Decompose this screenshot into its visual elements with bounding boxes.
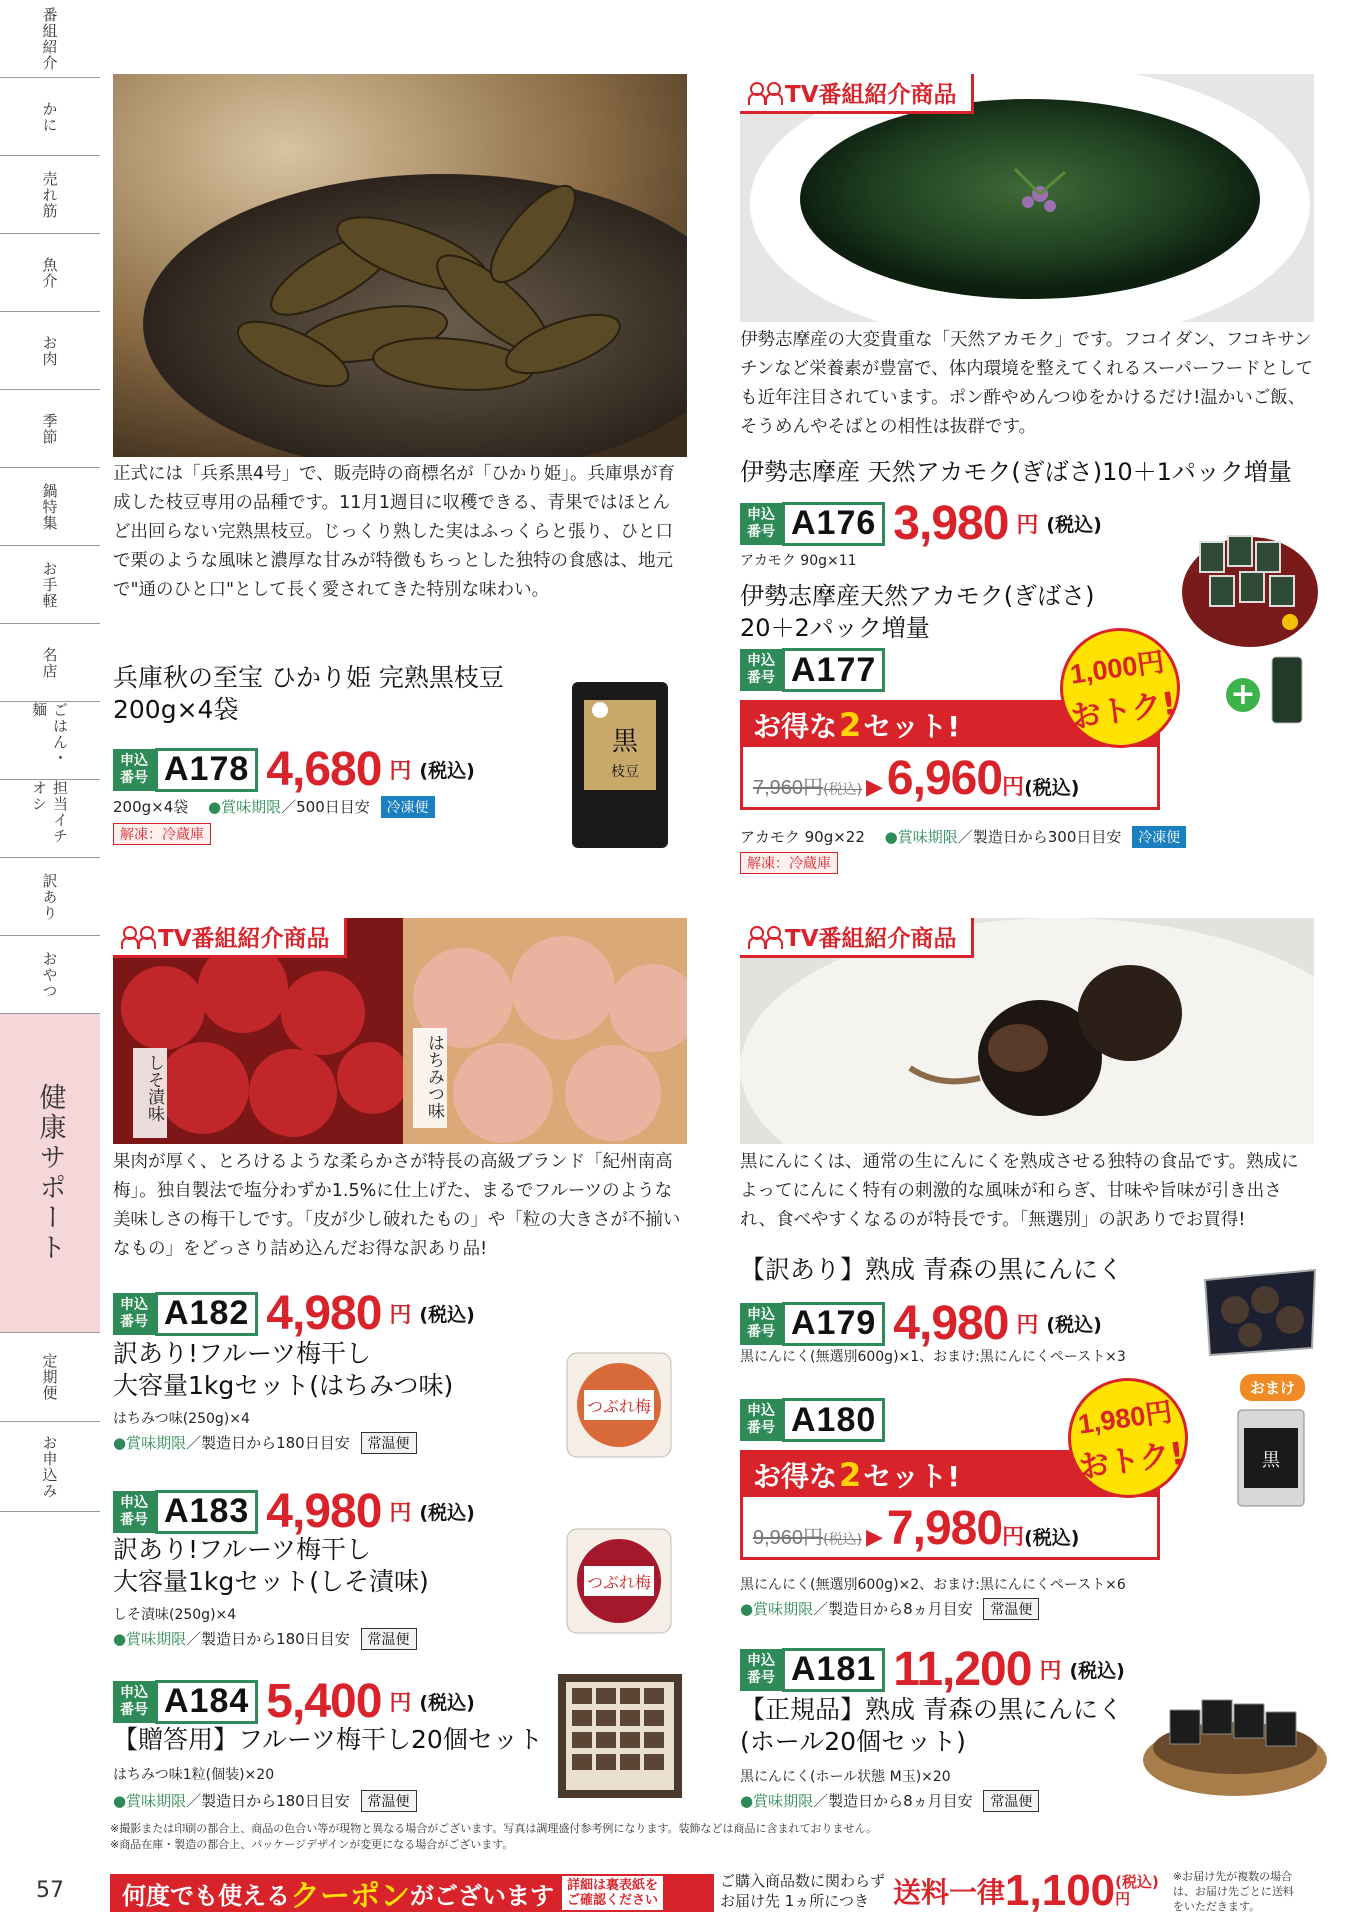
tab-label: 定期便 [40,1353,59,1401]
best-before-label: ●賞味期限 [113,1434,187,1452]
tax-label: (税込) [1046,1314,1102,1336]
product-code: A177 [782,648,885,692]
shelf-life: ／製造日から180日目安 [186,1630,350,1648]
tax-label: (税込) [1024,777,1080,799]
tab-bestseller[interactable] [0,156,100,234]
set-count: 2 [839,1456,862,1494]
akamoku-spec-1: アカモク 90g×11 [740,553,857,569]
ume-code-row-a183 [113,1484,475,1539]
price: 3,980 [893,497,1009,550]
room-temp-badge: 常温便 [361,1432,417,1454]
tab-label: 健康サポート [34,1083,66,1263]
price: 4,680 [266,743,382,796]
tab-label: 番組紹介 [40,6,59,71]
yen-mark: 円 [1039,1659,1062,1684]
ume-pack-honey [564,1350,674,1460]
product-code: A180 [782,1398,885,1442]
code-label: 申込 番号 [113,1491,155,1533]
shelf-life: ／製造日から300日目安 [957,828,1122,846]
tax-label: (税込) [419,1502,475,1524]
tv-badge-text: TV番組紹介商品 [158,926,330,952]
shelf-life: ／製造日から8ヵ月目安 [813,1792,973,1810]
old-price: 7,960円 [753,777,824,799]
ume-title-a183: 訳あり!フルーツ梅干し 大容量1kgセット(しそ漬味) [113,1535,429,1596]
ume-code-row-a182 [113,1286,475,1341]
best-before-label: ●賞味期限 [208,798,282,816]
thaw-badge: 解凍：冷蔵庫 [740,852,838,874]
shipping-label: 送料一律 [893,1876,1006,1909]
price: 7,980 [886,1502,1003,1555]
coupon-detail: 詳細は裏表紙を ご確認ください [562,1876,663,1910]
garlic-code-row-1 [740,1296,1102,1351]
tv-badge-text: TV番組紹介商品 [785,82,957,108]
people-icon [121,926,152,948]
garlic-paste-image [1236,1408,1306,1508]
set-head-text: お得な [753,1460,838,1493]
garlic-code-row-2 [740,1398,885,1442]
svg-text:つぶれ梅: つぶれ梅 [586,1573,652,1592]
tab-label: おやつ [40,950,59,999]
set-price-row [743,1497,1157,1560]
burst-amount: 1,980円 [1076,1396,1175,1440]
garlic-photo [740,918,1314,1144]
tab-meat[interactable] [0,312,100,390]
set-head-text: セット! [863,1460,961,1493]
tab-label: 魚介 [40,256,59,289]
product-code: A182 [155,1292,258,1336]
tv-badge [740,918,974,958]
shipping-tax: (税込) 円 [1115,1873,1159,1908]
tax-label: (税込) [1024,1527,1080,1549]
shipping-note: ご購入商品数に関わらず お届け先 1ヵ所につき [720,1872,886,1910]
burst-text: おトク! [1067,685,1179,737]
spec-qty: 200g×4袋 [113,798,189,816]
tab-famous[interactable] [0,624,100,702]
akamoku-code-row-2 [740,648,885,692]
edamame-package [570,680,670,850]
ume-side-label-1: しそ漬味 [144,1054,164,1122]
edamame-code-row [113,742,475,797]
best-before-label: ●賞味期限 [740,1600,814,1618]
old-tax: (税込) [823,1532,862,1548]
old-tax: (税込) [823,782,862,798]
frozen-badge: 冷凍便 [1132,826,1186,848]
garlic-title-3: 【正規品】熟成 青森の黒にんにく (ホール20個セット) [740,1695,1123,1756]
shelf-life: ／製造日から8ヵ月目安 [813,1600,973,1618]
garlic-tray-image [1200,1260,1320,1360]
burst-amount: 1,000円 [1068,646,1167,690]
best-before-label: ●賞味期限 [113,1792,187,1810]
coupon-banner[interactable] [110,1874,714,1912]
tab-label: かに [40,100,59,133]
yen-mark: 円 [1002,775,1025,800]
tab-season[interactable] [0,390,100,468]
set-price-row [743,747,1157,810]
ume-description: 果肉が厚く、とろけるような柔らかさが特長の高級ブランド「紀州南高梅」。独自製法で塩分わずか1.5%に仕上げた、まるでフルーツのような美味しさの梅干しです。「皮が少し破れたもの」や「粒の大きさが不揃いなもの」をどっさり詰め込んだお得な訳あり品! [113,1152,681,1259]
tv-badge [740,74,974,114]
coupon-text: がございます [410,1881,554,1910]
code-label: 申込 番号 [740,1649,782,1691]
price: 4,980 [266,1287,382,1340]
tab-seafood[interactable] [0,234,100,312]
page-number: 57 [36,1878,64,1903]
svg-text:枝豆: 枝豆 [611,764,639,780]
set-count: 2 [839,706,862,744]
tab-label: ごはん・麺 [30,702,69,766]
tab-order[interactable] [0,1422,100,1512]
yen-mark: 円 [1016,513,1039,538]
plus-icon: + [1226,678,1260,712]
tv-badge [113,918,347,958]
shelf-life: ／製造日から180日目安 [186,1434,350,1452]
edamame-photo [113,74,687,457]
garlic-code-row-3 [740,1642,1125,1697]
tab-snack[interactable] [0,936,100,1014]
tab-label: 担当イチオシ [30,780,69,844]
svg-text:黒: 黒 [611,727,639,757]
tab-crab[interactable] [0,78,100,156]
edamame-image [113,74,687,457]
edamame-title: 兵庫秋の至宝 ひかり姫 完熟黒枝豆 200g×4袋 [113,663,504,724]
footnote-1: ※撮影または印刷の都合上、商品の色合い等が現物と異なる場合がございます。写真は調理盛付参考例になります。装飾などは商品に含まれておりません。 [110,1822,878,1835]
garlic-spec-3: 黒にんにく(ホール状態 M玉)×20 [740,1769,951,1785]
ume-gift-box [556,1672,684,1800]
garlic-spec-1: 黒にんにく(無選別600g)×1、おまけ:黒にんにくペースト×3 [740,1349,1126,1365]
shipping-info [720,1866,1294,1916]
tab-label: お申込み [40,1434,59,1499]
best-before-label: ●賞味期限 [884,828,958,846]
shipping-footnote: ※お届け先が複数の場合 は、お届け先ごとに送料 をいただきます。 [1172,1869,1294,1913]
product-code: A184 [155,1680,258,1724]
ume-shelf-a182 [113,1432,417,1454]
shelf-life: ／製造日から180日目安 [186,1792,350,1810]
bonus-tag: おまけ [1240,1374,1305,1401]
garlic-basket-image [1140,1690,1330,1800]
coupon-highlight: クーポン [290,1879,410,1914]
akamoku-spec-2 [740,826,1186,848]
burst-text: おトク! [1075,1435,1187,1487]
ume-pack-shiso [564,1526,674,1636]
coupon-text: 何度でも使える [122,1881,290,1910]
code-label: 申込 番号 [740,1399,782,1441]
tab-label: お手軽 [40,560,59,609]
old-price: 9,960円 [753,1527,824,1549]
ume-spec-a183: しそ漬味(250g)×4 [113,1607,237,1623]
product-code: A176 [782,502,885,546]
price: 4,980 [266,1485,382,1538]
tab-easy[interactable] [0,546,100,624]
product-code: A183 [155,1490,258,1534]
frozen-badge: 冷凍便 [381,796,435,818]
ume-code-row-a184 [113,1674,475,1729]
akamoku-description: 伊勢志摩産の大変貴重な「天然アカモク」です。フコイダン、フコキサンチンなど栄養素が豊富で、体内環境を整えてくれるスーパーフードとしても近年注目されています。ポン酢やめんつゆをかけるだけ!温かいご飯、そうめんやそばとの相性は抜群です。 [740,330,1314,437]
tab-label: 訳あり [40,872,59,921]
ume-shelf-a184 [113,1790,417,1812]
svg-text:つぶれ梅: つぶれ梅 [586,1397,652,1416]
room-temp-badge: 常温便 [983,1790,1039,1812]
ume-photo [113,918,687,1144]
tab-label: 鍋特集 [40,482,59,531]
akamoku-title-2: 伊勢志摩産天然アカモク(ぎばさ) 20＋2パック増量 [740,582,1095,642]
ume-side-label-2: はちみつ味 [424,1034,444,1119]
product-code: A179 [782,1302,885,1346]
svg-text:黒: 黒 [1262,1450,1280,1471]
best-before-label: ●賞味期限 [113,1630,187,1648]
room-temp-badge: 常温便 [983,1598,1039,1620]
tab-staff-pick[interactable] [0,780,100,858]
edamame-spec [113,796,435,818]
ume-spec-a182: はちみつ味(250g)×4 [113,1411,250,1427]
yen-mark: 円 [1002,1525,1025,1550]
tab-label: 売れ筋 [40,170,59,219]
tv-badge-text: TV番組紹介商品 [785,926,957,952]
product-code: A181 [782,1648,885,1692]
garlic-title-1: 【訳あり】熟成 青森の黒にんにく [740,1255,1123,1284]
ume-spec-a184: はちみつ味1粒(個装)×20 [113,1767,275,1783]
thaw-badge: 解凍：冷蔵庫 [113,823,211,845]
akamoku-photo [740,74,1314,322]
akamoku-code-row-1 [740,496,1102,551]
tab-rice-noodle[interactable] [0,702,100,780]
price: 4,980 [893,1297,1009,1350]
ume-title-a182: 訳あり!フルーツ梅干し 大容量1kgセット(はちみつ味) [113,1339,454,1400]
garlic-spec-2: 黒にんにく(無選別600g)×2、おまけ:黒にんにくペースト×6 [740,1577,1126,1593]
tab-health[interactable] [0,1014,100,1332]
yen-mark: 円 [389,1501,412,1526]
category-sidebar [0,0,100,1900]
code-label: 申込 番号 [740,1303,782,1345]
product-code: A178 [155,748,258,792]
tab-hotpot[interactable] [0,468,100,546]
footnote-2: ※商品在庫・製造の都合上、パッケージデザインが変更になる場合がございます。 [110,1838,514,1851]
tax-label: (税込) [1069,1660,1125,1682]
tax-label: (税込) [419,760,475,782]
arrow-right-icon: ▶ [866,1525,883,1550]
tab-outlet[interactable] [0,858,100,936]
garlic-shelf-2 [740,1598,1039,1620]
set-head-text: セット! [863,710,961,743]
tab-program[interactable] [0,0,100,78]
akamoku-single-pack [1270,655,1304,725]
price: 5,400 [266,1675,382,1728]
best-before-label: ●賞味期限 [740,1792,814,1810]
code-label: 申込 番号 [113,749,155,791]
ume-title-a184: 【贈答用】フルーツ梅干し20個セット [113,1725,543,1754]
tab-label: 季節 [40,412,59,445]
tab-label: お肉 [40,334,59,367]
yen-mark: 円 [389,1303,412,1328]
ume-shelf-a183 [113,1628,417,1650]
code-label: 申込 番号 [740,503,782,545]
edamame-description: 正式には「兵系黒4号」で、販売時の商標名が「ひかり姫」。兵庫県が育成した枝豆専用の品種です。11月1週目に収穫できる、青果ではほとんど出回らない完熟黒枝豆。じっくり熟した実はふっくらと張り、ひと口で栗のような風味と濃厚な甘みが特徴もちっとした独特の食感は、地元で"通のひと口"として長く愛されてきた特別な味わい。 [113,464,676,600]
code-label: 申込 番号 [740,649,782,691]
tab-label: 名店 [40,646,59,679]
price: 6,960 [886,752,1003,805]
tax-label: (税込) [419,1692,475,1714]
yen-mark: 円 [1016,1313,1039,1338]
tab-subscription[interactable] [0,1332,100,1422]
code-label: 申込 番号 [113,1681,155,1723]
set-head-text: お得な [753,710,838,743]
arrow-right-icon: ▶ [866,775,883,800]
shipping-price: 1,100 [1005,1866,1116,1915]
people-icon [748,82,779,104]
tax-label: (税込) [419,1304,475,1326]
discount-burst [1060,1370,1196,1506]
garlic-shelf-3 [740,1790,1039,1812]
yen-mark: 円 [389,1691,412,1716]
people-icon [748,926,779,948]
shelf-life: ／500日目安 [281,798,370,816]
tax-label: (税込) [1046,514,1102,536]
room-temp-badge: 常温便 [361,1790,417,1812]
yen-mark: 円 [389,759,412,784]
garlic-description: 黒にんにくは、通常の生にんにくを熟成させる独特の食品です。熟成によってにんにく特有の刺激的な風味が和らぎ、甘味や旨味が引き出され、食べやすくなるのが特長です。「無選別」の訳ありでお買得! [740,1152,1299,1230]
akamoku-packs-image [1180,512,1320,652]
code-label: 申込 番号 [113,1293,155,1335]
akamoku-title-1: 伊勢志摩産 天然アカモク(ぎばさ)10＋1パック増量 [740,458,1292,486]
spec-qty: アカモク 90g×22 [740,828,865,846]
room-temp-badge: 常温便 [361,1628,417,1650]
price: 11,200 [893,1643,1032,1696]
